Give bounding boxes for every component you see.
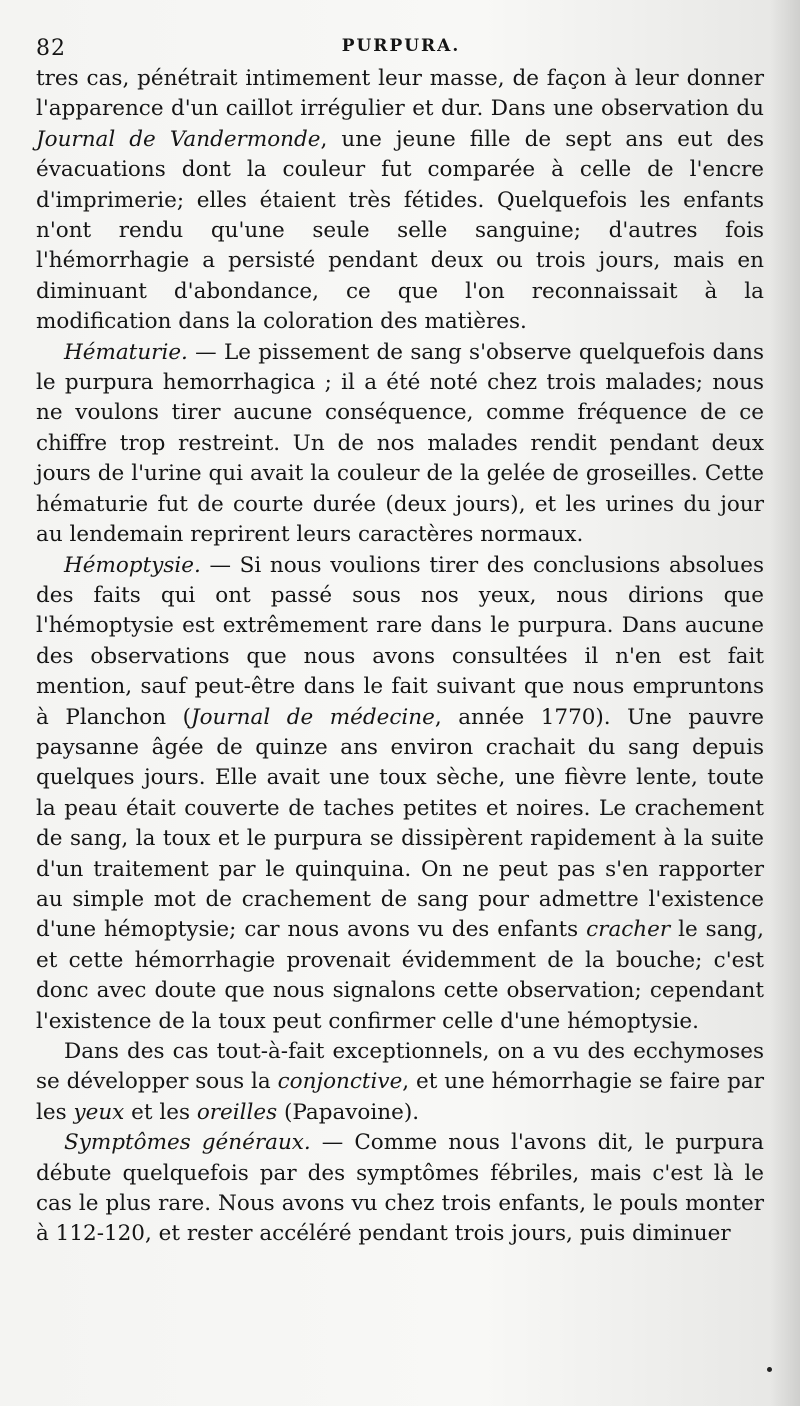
paragraph-hemoptysis [36,551,764,1038]
journal-title: Journal de médecine [190,704,435,730]
paragraph-text: — Comme nous l'avons dit, le purpura débute quelquefois par des symptômes fébriles, mais c'est là le cas le plus rare. Nous avons vu chez trois enfants, le pouls monter à 112-120, et rester accéléré pendant trois jours, puis diminuer [36,1130,764,1247]
emphasized-word: conjonctive [277,1069,403,1095]
paragraph-text: , et une hémorrhagie se faire par les [36,1069,764,1125]
ink-speck [767,1367,772,1372]
paragraph-text: , une jeune fille de sept ans eut des évacuations dont la couleur fut comparée à celle de l'encre d'imprimerie; elles étaient très fétides. Quelquefois les enfants n'ont rendu qu'une seule selle sanguine; d'autres fois l'hémorrhagie a persisté pendant deux ou trois jours, mais en diminuant d'abondance, ce que l'on reconnaissait à la modification dans la coloration des matières. [36,126,764,335]
section-lead: Hémoptysie. [64,552,201,578]
paragraph-text: — Le pissement de sang s'observe quelquefois dans le purpura hemorrhagica ; il a été noté chez trois malades; nous ne voulons tirer aucune conséquence, comme fréquence de ce chiffre trop restreint. Un de nos malades rendit pendant deux jours de l'urine qui avait la couleur de la gelée de groseilles. Cette hématurie fut de courte durée (deux jours), et les urines du jour au lendemain reprirent leurs caractères normaux. [36,339,764,548]
page-edge-shadow [770,0,800,1406]
paragraph-text: , année 1770). Une pauvre paysanne âgée de quinze ans environ crachait du sang depuis quelques jours. Elle avait une toux sèche, une fièvre lente, toute la peau était couverte de taches petites et noires. Le crachement de sang, la toux et le purpura se dissipèrent rapidement à la suite d'un traitement par le quinquina. On ne peut pas s'en rapporter au simple mot de crachement de sang pour admettre l'existence d'une hémoptysie; car nous avons vu des enfants [36,704,764,943]
paragraph-general-symptoms [36,1128,764,1250]
body-text [36,64,764,1250]
paragraph-exceptional-cases [36,1037,764,1128]
emphasized-word: cracher [586,917,671,943]
section-lead: Hématurie. [64,339,188,365]
emphasized-word: yeux [73,1099,125,1125]
running-title: PURPURA. [341,36,461,56]
paragraph-text: (Papavoine). [277,1099,420,1125]
section-lead: Symptômes généraux. [64,1130,311,1156]
paragraph-text: tres cas, pénétrait intimement leur masse, de façon à leur donner l'apparence d'un caillot irrégulier et dur. Dans une observation du [36,66,764,122]
paragraph-continuation [36,64,764,338]
paragraph-text: le sang, et cette hémorrhagie provenait évidemment de la bouche; c'est donc avec doute que nous signalons cette observation; cependant l'existence de la toux peut confirmer celle d'une hémoptysie. [36,917,764,1034]
emphasized-word: oreilles [196,1099,278,1125]
paragraph-hematuria [36,338,764,551]
page-number: 82 [36,36,66,61]
paragraph-text: — Si nous voulions tirer des conclusions absolues des faits qui ont passé sous nos yeux, nous dirions que l'hémoptysie est extrêmement rare dans le purpura. Dans aucune des observations que nous avons consultées il n'en est fait mention, sauf peut-être dans le fait suivant que nous empruntons à Planchon ( [36,552,764,730]
paragraph-text: Dans des cas tout-à-fait exceptionnels, on a vu des ecchymoses se développer sous la [36,1039,764,1095]
journal-title: Journal de Vandermonde [36,126,321,152]
page-header [36,36,766,66]
paragraph-text: et les [124,1099,197,1125]
